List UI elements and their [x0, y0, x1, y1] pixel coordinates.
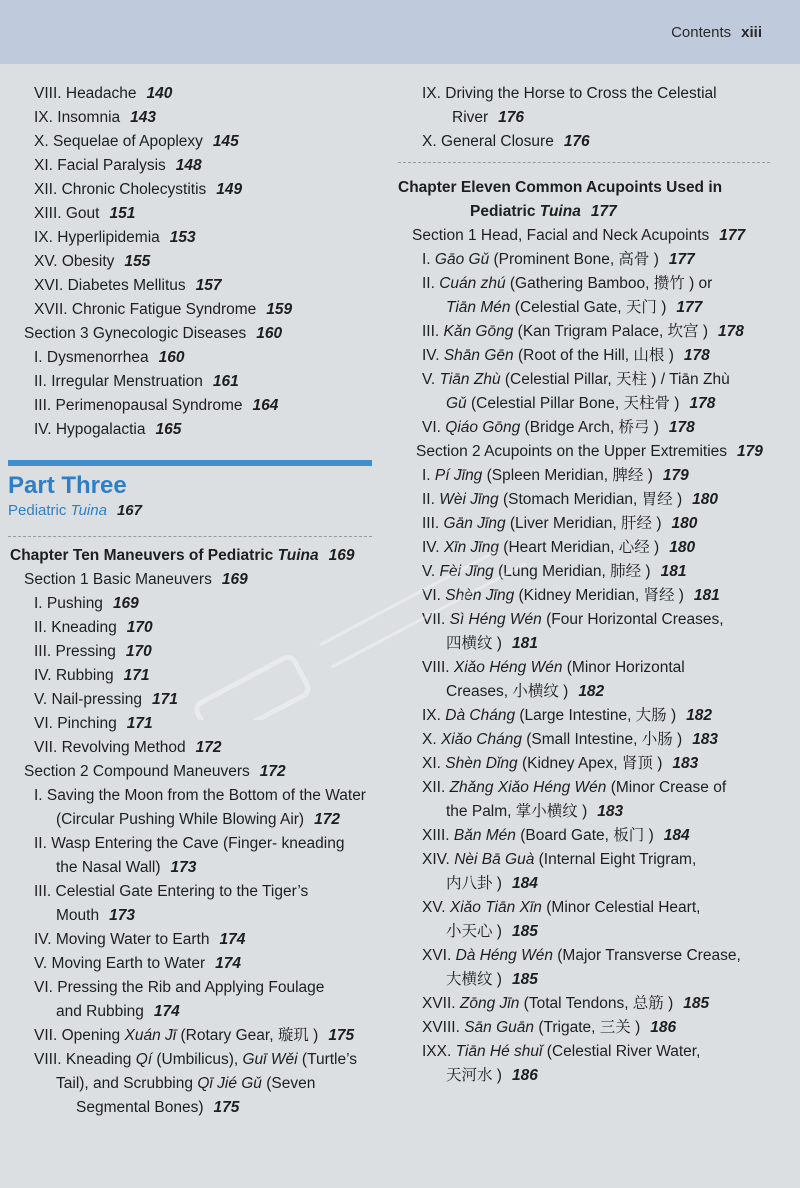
- toc-item[interactable]: II. Wèi Jīng (Stomach Meridian, 胃经 ) 180: [422, 491, 719, 508]
- toc-item[interactable]: V. Nail-pressing 171: [34, 691, 178, 708]
- toc-item[interactable]: VI. Pinching 171: [34, 715, 153, 732]
- toc-item[interactable]: IX. Hyperlipidemia 153: [34, 229, 196, 246]
- running-head: [671, 24, 762, 41]
- toc-item[interactable]: IV. Shān Gēn (Root of the Hill, 山根 ) 178: [422, 347, 710, 364]
- toc-item[interactable]: I. Dysmenorrhea 160: [34, 349, 185, 366]
- toc-item-cont[interactable]: 小天心 ) 185: [446, 923, 538, 940]
- toc-chapter-eleven-cont[interactable]: Pediatric Tuina 177: [470, 203, 617, 220]
- toc-item[interactable]: XIV. Nèi Bā Guà (Internal Eight Trigram,: [422, 851, 697, 868]
- toc-item-cont[interactable]: Creases, 小横纹 ) 182: [446, 683, 605, 700]
- toc-item[interactable]: XIII. Gout 151: [34, 205, 136, 222]
- toc-item[interactable]: IX. Insomnia 143: [34, 109, 157, 126]
- toc-item[interactable]: III. Kǎn Gōng (Kan Trigram Palace, 坎宫 ) 178: [422, 323, 744, 340]
- toc-item-cont[interactable]: 内八卦 ) 184: [446, 875, 538, 892]
- toc-item[interactable]: VIII. Headache 140: [34, 85, 173, 102]
- toc-item[interactable]: XII. Chronic Cholecystitis 149: [34, 181, 243, 198]
- toc-item-cont[interactable]: Gǔ (Celestial Pillar Bone, 天柱骨 ) 178: [446, 395, 716, 412]
- toc-item-pressing-rib[interactable]: VI. Pressing the Rib and Applying Foulage: [34, 979, 325, 996]
- toc-group-gynecologic: [10, 346, 382, 442]
- toc-item[interactable]: XVI. Diabetes Mellitus 157: [34, 277, 222, 294]
- toc-item[interactable]: IV. Xīn Jīng (Heart Meridian, 心经 ) 180: [422, 539, 696, 556]
- toc-item[interactable]: XVII. Chronic Fatigue Syndrome 159: [34, 301, 293, 318]
- toc-item-wasp[interactable]: II. Wasp Entering the Cave (Finger- kneading: [34, 835, 345, 852]
- chapter-rule-right: [398, 162, 770, 163]
- toc-section-head-acupoints[interactable]: Section 1 Head, Facial and Neck Acupoints 177: [412, 227, 746, 244]
- toc-item[interactable]: XVI. Dà Héng Wén (Major Transverse Crease,: [422, 947, 741, 964]
- toc-chapter-ten[interactable]: Chapter Ten Maneuvers of Pediatric Tuina 169: [10, 547, 355, 564]
- toc-item[interactable]: XV. Xiǎo Tiān Xīn (Minor Celestial Heart,: [422, 899, 701, 916]
- toc-item[interactable]: X. Sequelae of Apoplexy 145: [34, 133, 239, 150]
- toc-section-upper-acupoints[interactable]: Section 2 Acupoints on the Upper Extremities 179: [416, 443, 763, 460]
- toc-item[interactable]: II. Kneading 170: [34, 619, 153, 636]
- toc-item[interactable]: VI. Shèn Jīng (Kidney Meridian, 肾经 ) 181: [422, 587, 720, 604]
- toc-item-pressing-rib-cont[interactable]: and Rubbing 174: [56, 1003, 180, 1020]
- toc-item[interactable]: IV. Rubbing 171: [34, 667, 150, 684]
- toc-item[interactable]: I. Pushing 169: [34, 595, 139, 612]
- toc-section-basic[interactable]: Section 1 Basic Maneuvers 169: [24, 571, 248, 588]
- toc-item-cont[interactable]: Tiān Mén (Celestial Gate, 天门 ) 177: [446, 299, 703, 316]
- toc-group-head-acupoints: [398, 248, 778, 440]
- toc-item-saving-moon[interactable]: I. Saving the Moon from the Bottom of the Water: [34, 787, 366, 804]
- toc-item[interactable]: XVIII. Sān Guān (Trigate, 三关 ) 186: [422, 1019, 677, 1036]
- toc-item[interactable]: X. Xiǎo Cháng (Small Intestine, 小肠 ) 183: [422, 731, 719, 748]
- toc-item-kneading-qi-cont2[interactable]: Segmental Bones) 175: [76, 1099, 240, 1116]
- toc-item[interactable]: III. Gān Jīng (Liver Meridian, 肝经 ) 180: [422, 515, 698, 532]
- toc-item[interactable]: VIII. Xiǎo Héng Wén (Minor Horizontal: [422, 659, 685, 676]
- toc-item-driving-horse-cont[interactable]: River 176: [452, 109, 525, 126]
- toc-section-gynecologic[interactable]: Section 3 Gynecologic Diseases 160: [24, 325, 283, 342]
- toc-left-column: [10, 82, 382, 442]
- part-title: Part Three: [8, 472, 127, 499]
- toc-item[interactable]: IXX. Tiān Hé shuǐ (Celestial River Water,: [422, 1043, 701, 1060]
- toc-item[interactable]: IX. Dà Cháng (Large Intestine, 大肠 ) 182: [422, 707, 713, 724]
- toc-item-cont[interactable]: the Palm, 掌小横纹 ) 183: [446, 803, 624, 820]
- running-head-title: Contents: [671, 24, 732, 41]
- toc-item[interactable]: I. Pí Jīng (Spleen Meridian, 脾经 ) 179: [422, 467, 689, 484]
- toc-item[interactable]: XIII. Bǎn Mén (Board Gate, 板门 ) 184: [422, 827, 690, 844]
- toc-item[interactable]: VI. Qiáo Gōng (Bridge Arch, 桥弓 ) 178: [422, 419, 695, 436]
- toc-item[interactable]: VII. Sì Héng Wén (Four Horizontal Creases,: [422, 611, 724, 628]
- toc-right-column: [398, 82, 778, 154]
- toc-item-kneading-qi-cont[interactable]: Tail), and Scrubbing Qī Jié Gǔ (Seven: [56, 1075, 316, 1092]
- chapter-rule: [8, 536, 372, 537]
- toc-item-celestial-gate[interactable]: III. Celestial Gate Entering to the Tiger’s: [34, 883, 309, 900]
- toc-item-celestial-gate-cont[interactable]: Mouth 173: [56, 907, 135, 924]
- toc-item-cont[interactable]: 四横纹 ) 181: [446, 635, 538, 652]
- toc-item[interactable]: XVII. Zōng Jīn (Total Tendons, 总筋 ) 185: [422, 995, 710, 1012]
- toc-item-kneading-qi[interactable]: VIII. Kneading Qí (Umbilicus), Guī Wěi (Turtle’s: [34, 1051, 358, 1068]
- toc-item-opening-xuanji[interactable]: VII. Opening Xuán Jī (Rotary Gear, 璇玑 ) 175: [34, 1027, 355, 1044]
- toc-item[interactable]: V. Fèi Jīng (Lung Meridian, 肺经 ) 181: [422, 563, 687, 580]
- toc-item[interactable]: XII. Zhǎng Xiǎo Héng Wén (Minor Crease of: [422, 779, 727, 796]
- toc-item-earth-water[interactable]: V. Moving Earth to Water 174: [34, 955, 242, 972]
- toc-group-basic: [10, 592, 382, 760]
- toc-item-driving-horse[interactable]: IX. Driving the Horse to Cross the Celestial: [422, 85, 717, 102]
- toc-item-saving-moon-cont[interactable]: (Circular Pushing While Blowing Air) 172: [56, 811, 340, 828]
- toc-section-compound[interactable]: Section 2 Compound Maneuvers 172: [24, 763, 286, 780]
- toc-item-general-closure[interactable]: X. General Closure 176: [422, 133, 590, 150]
- toc-item[interactable]: VII. Revolving Method 172: [34, 739, 222, 756]
- toc-item[interactable]: IV. Hypogalactia 165: [34, 421, 182, 438]
- part-subtitle[interactable]: Pediatric Tuina 167: [8, 502, 142, 519]
- toc-item-wasp-cont[interactable]: the Nasal Wall) 173: [56, 859, 197, 876]
- toc-item-cont[interactable]: 大横纹 ) 185: [446, 971, 538, 988]
- toc-item[interactable]: V. Tiān Zhù (Celestial Pillar, 天柱 ) / Tiān Zhù: [422, 371, 730, 388]
- toc-item[interactable]: III. Perimenopausal Syndrome 164: [34, 397, 279, 414]
- toc-item[interactable]: II. Cuán zhú (Gathering Bamboo, 攒竹 ) or: [422, 275, 713, 292]
- toc-item[interactable]: I. Gāo Gǔ (Prominent Bone, 高骨 ) 177: [422, 251, 695, 268]
- toc-item[interactable]: III. Pressing 170: [34, 643, 152, 660]
- toc-item-water-earth[interactable]: IV. Moving Water to Earth 174: [34, 931, 246, 948]
- page-number-roman: xiii: [741, 24, 762, 41]
- toc-group-diseases: [10, 82, 382, 322]
- toc-right-lower: [398, 176, 778, 1088]
- toc-item[interactable]: II. Irregular Menstruation 161: [34, 373, 239, 390]
- toc-chapter-eleven[interactable]: Chapter Eleven Common Acupoints Used in: [398, 179, 723, 196]
- part-divider-bar: [8, 460, 372, 466]
- toc-item[interactable]: XI. Facial Paralysis 148: [34, 157, 202, 174]
- toc-item[interactable]: XV. Obesity 155: [34, 253, 151, 270]
- toc-item-cont[interactable]: 天河水 ) 186: [446, 1067, 538, 1084]
- page-header: [0, 0, 800, 64]
- toc-group-upper-acupoints: [398, 464, 778, 1088]
- toc-left-lower: [10, 544, 382, 1120]
- toc-item[interactable]: XI. Shèn Dǐng (Kidney Apex, 肾顶 ) 183: [422, 755, 699, 772]
